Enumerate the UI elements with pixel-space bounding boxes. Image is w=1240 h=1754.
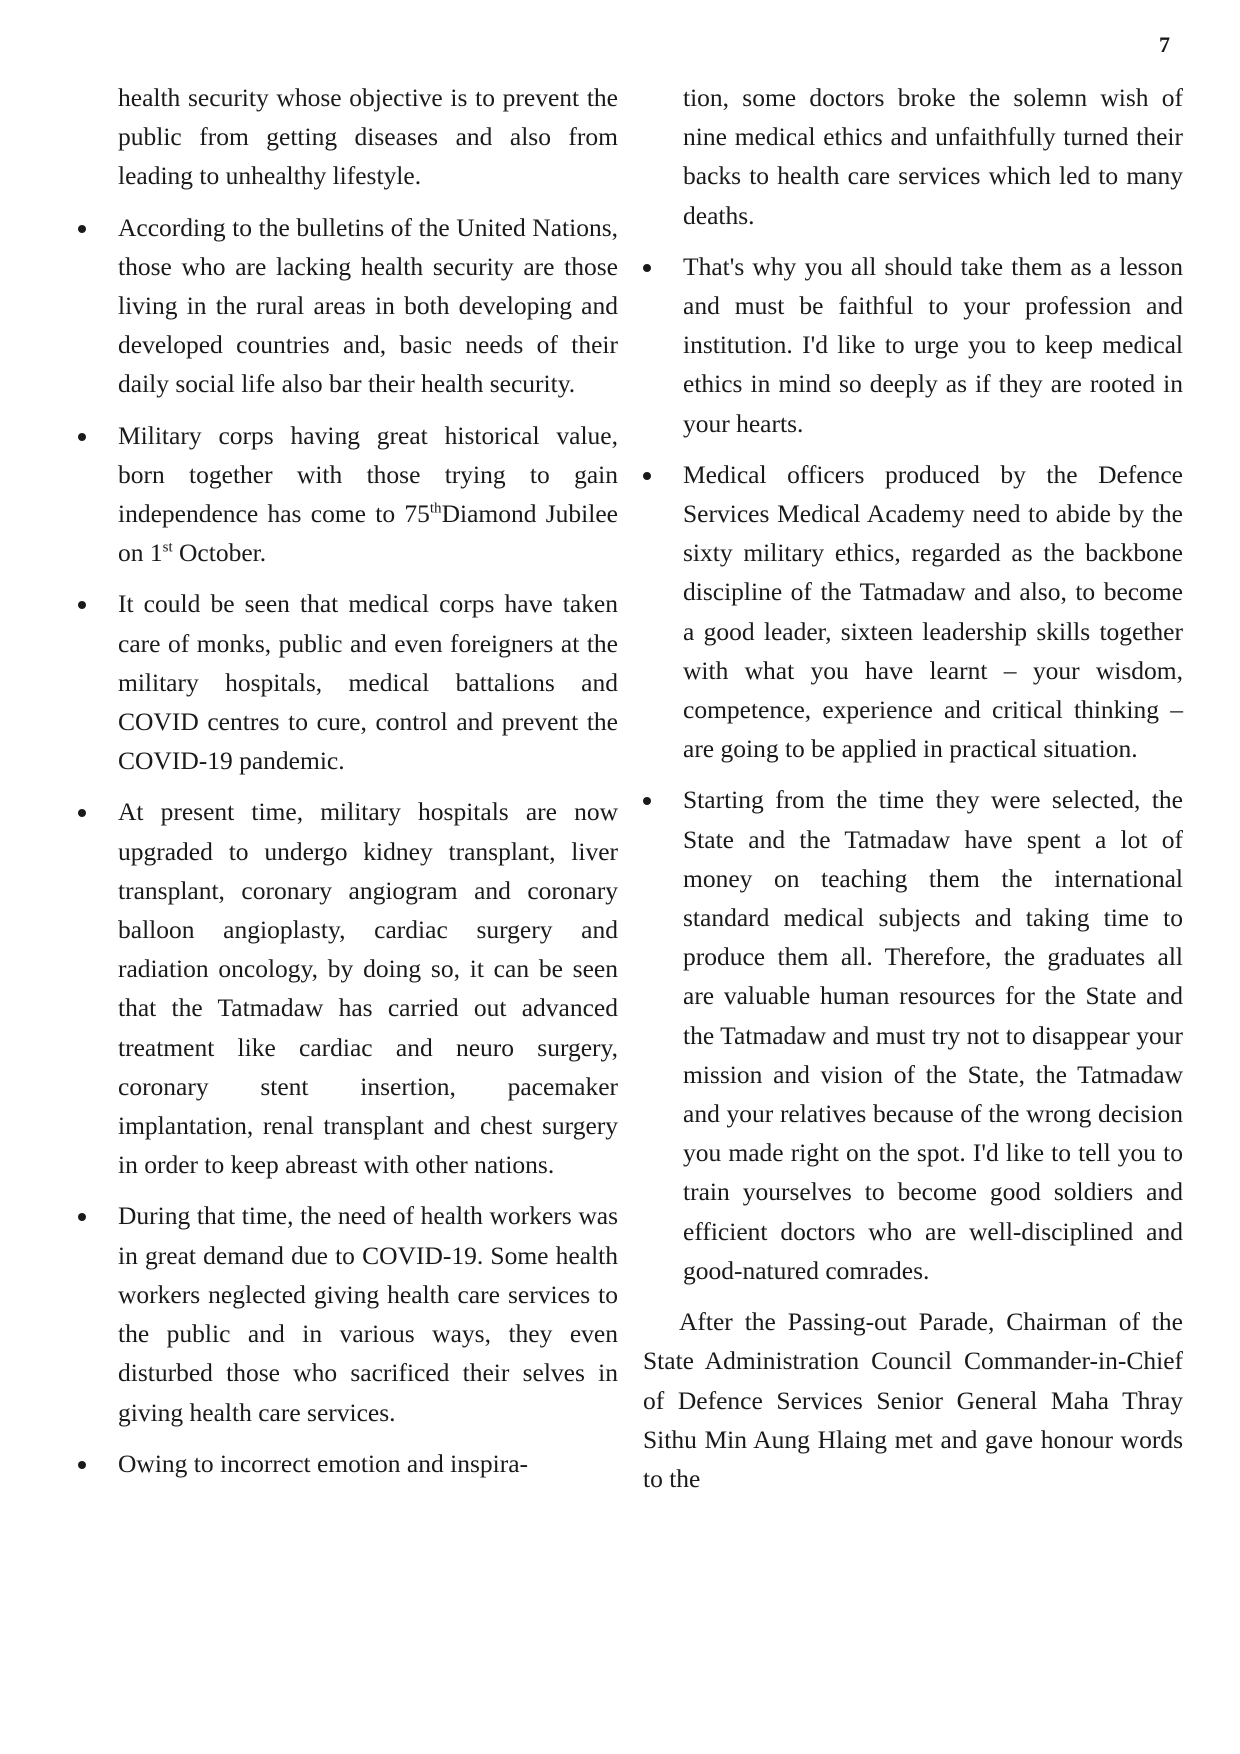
list-item-text: According to the bulletins of the United Nations, those who are lacking health security are those living in the rural areas in both developing and developed countries and, basic needs of their daily social life also bar their health security. (118, 212, 618, 399)
list-item (78, 1444, 618, 1483)
bullet-icon (643, 264, 651, 272)
list-item-text: Starting from the time they were selected, the State and the Tatmadaw have spent a lot of money on teaching them the international standard medical subjects and taking time to produce them all. Therefore, the graduates all are valuable human resources for the State and the Tatmadaw and must try not to disappear your mission and vision of the State, the Tatmadaw and your relatives because of the wrong decision you made right on the spot. I'd like to tell you to train yourselves to become good soldiers and efficient doctors who are well-disciplined and good-natured comrades. (683, 785, 1183, 1285)
right-column (643, 78, 1183, 1510)
continuation-paragraph: health security whose objective is to prevent the public from getting diseases and also from leading to unhealthy lifestyle. (118, 83, 618, 191)
continuation-paragraph: tion, some doctors broke the solemn wish of nine medical ethics and unfaithfully turned their backs to health care services which led to many deaths. (683, 83, 1183, 230)
list-item-text: That's why you all should take them as a lesson and must be faithful to your profession and institution. I'd like to urge you to keep medical ethics in mind so deeply as if they are rooted in your hearts. (683, 251, 1183, 438)
list-item-text: At present time, military hospitals are now upgraded to undergo kidney transplant, liver transplant, coronary angiogram and coronary balloon angioplasty, cardiac surgery and radiation oncology, by doing so, it can be seen that the Tatmadaw has carried out advanced treatment like cardiac and neuro surgery, coronary stent insertion, pacemaker implantation, renal transplant and chest surgery in order to keep abreast with other nations. (118, 797, 618, 1180)
closing-paragraph: After the Passing-out Parade, Chairman of the State Administration Council Commander-in-Chief of Defence Services Senior General Maha Thray Sithu Min Aung Hlaing met and gave honour words to the (643, 1307, 1183, 1493)
list-item (643, 780, 1183, 1290)
bullet-list (78, 208, 618, 1483)
bullet-icon (78, 1213, 86, 1221)
list-item-text: It could be seen that medical corps have taken care of monks, public and even foreigners at the military hospitals, medical battalions and COVID centres to cure, control and prevent the COVID-19 pandemic. (118, 589, 618, 776)
list-item-text: Medical officers produced by the Defence Services Medical Academy need to abide by the sixty military ethics, regarded as the backbone discipline of the Tatmadaw and also, to become a good leader, sixteen leadership skills together with what you have learnt – your wisdom, competence, experience and critical thinking – are going to be applied in practical situation. (683, 459, 1183, 764)
page-number: 7 (1159, 32, 1170, 57)
bullet-icon (78, 809, 86, 817)
list-item (78, 1196, 618, 1431)
bullet-icon (643, 472, 651, 480)
bullet-icon (78, 1461, 86, 1469)
bullet-list (643, 247, 1183, 1290)
bullet-icon (78, 601, 86, 609)
bullet-icon (78, 433, 86, 441)
list-item (643, 247, 1183, 443)
list-item (78, 792, 618, 1184)
list-item (78, 416, 618, 573)
list-item-text: Military corps having great historical value, born together with those trying to gain independence has come to 75thDiamond Jubilee on 1st October. (118, 420, 618, 568)
bullet-icon (643, 797, 651, 805)
bullet-icon (78, 225, 86, 233)
list-item (78, 208, 618, 404)
list-item (78, 584, 618, 780)
list-item-text: Owing to incorrect emotion and inspira- (118, 1448, 529, 1478)
list-item-text: During that time, the need of health workers was in great demand due to COVID-19. Some health workers neglected giving health care services to the public and in various ways, they even disturbed those who sacrificed their selves in giving health care services. (118, 1201, 618, 1427)
left-column (78, 78, 618, 1495)
list-item (643, 455, 1183, 769)
